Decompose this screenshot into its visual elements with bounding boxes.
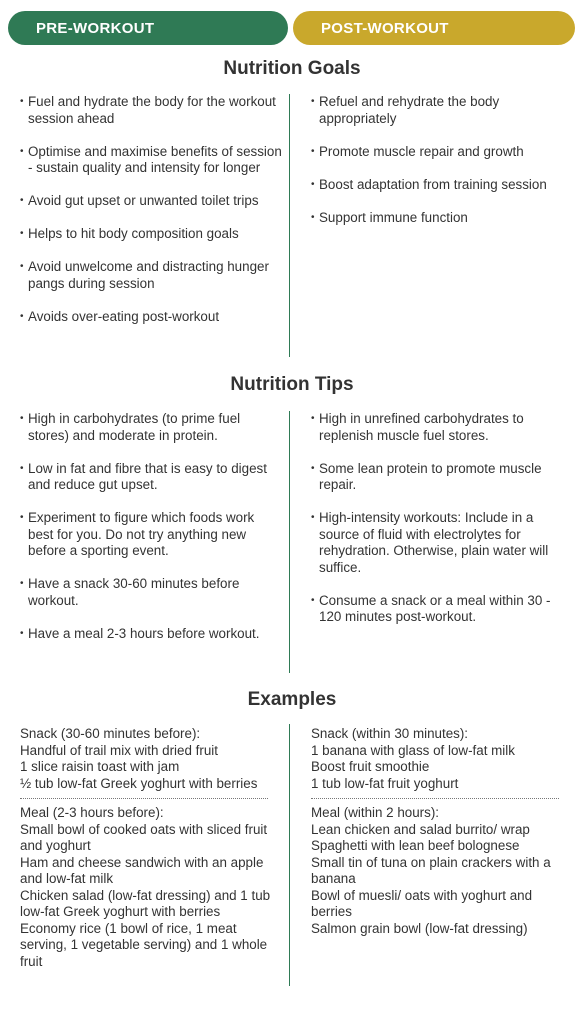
list-item: • Avoid gut upset or unwanted toilet trips [20, 193, 282, 210]
dotted-divider [311, 798, 559, 799]
list-item: • Optimise and maximise benefits of session - sustain quality and intensity for longer [20, 144, 282, 177]
goals-post-list [311, 94, 573, 226]
list-item: Salmon grain bowl (low-fat dressing) [311, 920, 528, 936]
list-item: Small tin of tuna on plain crackers with a banana [311, 854, 551, 886]
list-item: • Refuel and rehydrate the body appropriately [311, 94, 573, 127]
list-item: Handful of trail mix with dried fruit [20, 742, 218, 758]
examples-title: Examples [247, 689, 337, 710]
dotted-divider [20, 798, 268, 799]
list-item: • Avoid unwelcome and distracting hunger pangs during session [20, 259, 282, 292]
list-item: Spaghetti with lean beef bolognese [311, 838, 520, 853]
list-item: • Have a snack 30-60 minutes before workout. [20, 576, 282, 609]
pre-workout-header [8, 11, 288, 45]
list-item: • High-intensity workouts: Include in a source of fluid with electrolytes for rehydration. Otherwise, plain water will suffice. [311, 510, 573, 576]
post-workout-header [293, 11, 575, 45]
list-item: • Some lean protein to promote muscle repair. [311, 461, 573, 494]
list-item: • Fuel and hydrate the body for the workout session ahead [20, 94, 282, 127]
goals-pre-list [20, 94, 282, 325]
pre-meal-heading: Meal (2-3 hours before): [20, 805, 164, 820]
list-item: • Avoids over-eating post-workout [20, 309, 282, 326]
examples-post-column [311, 726, 573, 937]
tips-divider [289, 411, 290, 673]
list-item: • High in carbohydrates (to prime fuel stores) and moderate in protein. [20, 411, 282, 444]
list-item: Small bowl of cooked oats with sliced fruit and yoghurt [20, 821, 268, 853]
list-item: Boost fruit smoothie [311, 759, 430, 774]
tips-post-list [311, 411, 573, 626]
pre-snack-heading: Snack (30-60 minutes before): [20, 726, 201, 741]
list-item: Lean chicken and salad burrito/ wrap [311, 821, 530, 837]
examples-pre-column [20, 726, 282, 970]
tips-pre-list [20, 411, 282, 642]
list-item: Economy rice (1 bowl of rice, 1 meat serving, 1 vegetable serving) and 1 whole fruit [20, 920, 268, 969]
list-item: Ham and cheese sandwich with an apple and low-fat milk [20, 854, 264, 886]
list-item: • Support immune function [311, 210, 573, 227]
nutrition-goals-title: Nutrition Goals [223, 58, 361, 79]
pre-workout-label: PRE-WORKOUT [36, 19, 155, 37]
post-meal-heading: Meal (within 2 hours): [311, 805, 440, 820]
examples-divider [289, 724, 290, 986]
list-item: 1 slice raisin toast with jam [20, 759, 180, 774]
goals-pre-column [20, 94, 282, 342]
goals-post-column [311, 94, 573, 243]
tips-post-column [311, 411, 573, 642]
list-item: • Experiment to figure which foods work best for you. Do not try anything new before a sporting event. [20, 510, 282, 560]
list-item: • Boost adaptation from training session [311, 177, 573, 194]
post-snack-heading: Snack (within 30 minutes): [311, 726, 469, 741]
list-item: ½ tub low-fat Greek yoghurt with berries [20, 775, 258, 791]
list-item: • Consume a snack or a meal within 30 - 120 minutes post-workout. [311, 593, 573, 626]
list-item: 1 tub low-fat fruit yoghurt [311, 775, 459, 791]
post-workout-label: POST-WORKOUT [321, 19, 449, 37]
goals-divider [289, 94, 290, 357]
list-item: • Have a meal 2-3 hours before workout. [20, 626, 282, 643]
list-item: • Helps to hit body composition goals [20, 226, 282, 243]
list-item: Bowl of muesli/ oats with yoghurt and berries [311, 887, 533, 919]
list-item: Chicken salad (low-fat dressing) and 1 tub low-fat Greek yoghurt with berries [20, 887, 271, 919]
tips-pre-column [20, 411, 282, 659]
list-item: • Promote muscle repair and growth [311, 144, 573, 161]
list-item: • High in unrefined carbohydrates to replenish muscle fuel stores. [311, 411, 573, 444]
list-item: • Low in fat and fibre that is easy to digest and reduce gut upset. [20, 461, 282, 494]
list-item: 1 banana with glass of low-fat milk [311, 742, 515, 758]
nutrition-tips-title: Nutrition Tips [230, 374, 354, 395]
